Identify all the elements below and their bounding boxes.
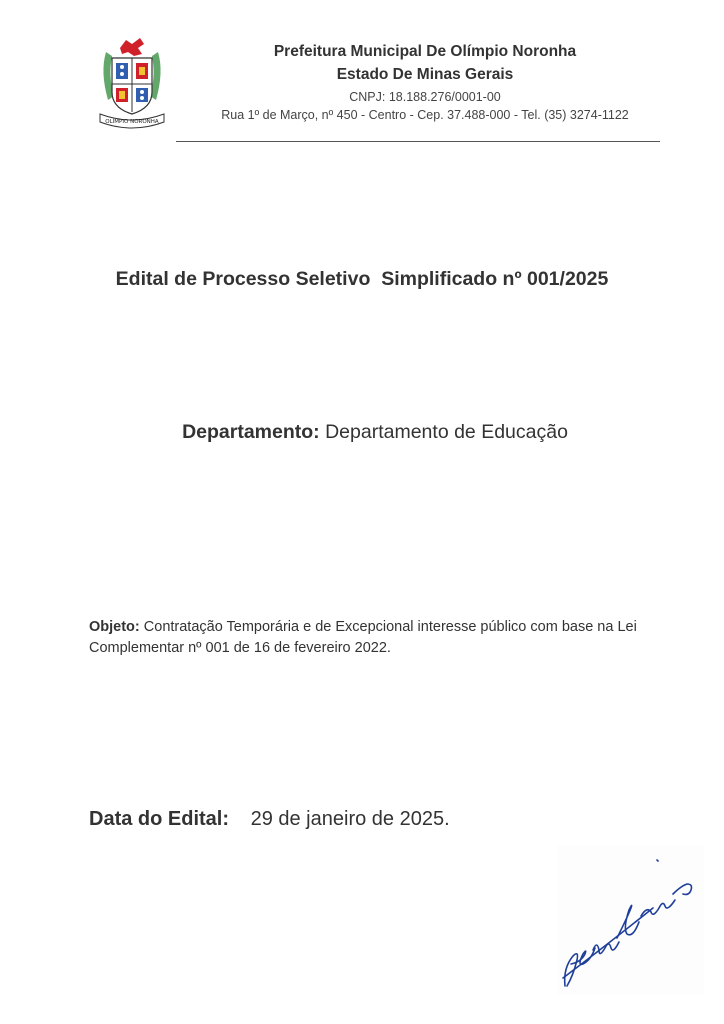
signature-area [557,846,704,994]
document-title: Edital de Processo Seletivo Simplificado nº 001/2025 [115,268,609,290]
date-label: Data do Edital: [89,808,230,830]
object-text: Contratação Temporária e de Excepcional interesse público com base na Lei Complementar nº 001 de 16 de fevereiro 2022. [89,619,637,656]
header-divider [176,141,660,142]
date-value: 29 de janeiro de 2025. [250,808,450,830]
header-state: Estado De Minas Gerais [336,66,514,83]
department-label: Departamento: [182,421,320,443]
municipal-crest-logo [96,34,168,130]
department-value: Departamento de Educação [325,421,568,443]
department-line [0,421,724,444]
edital-date-line [89,808,450,831]
object-paragraph [89,617,669,659]
header-address: Rua 1º de Março, nº 450 - Centro - Cep. 37.488-000 - Tel. (35) 3274-1122 [221,108,629,122]
svg-text:OLÍMPIO NORONHA: OLÍMPIO NORONHA [105,119,159,125]
header-title: Prefeitura Municipal De Olímpio Noronha [273,43,577,60]
header-cnpj: CNPJ: 18.188.276/0001-00 [349,90,501,104]
handwritten-signature [557,846,704,994]
object-label: Objeto: [89,619,140,635]
